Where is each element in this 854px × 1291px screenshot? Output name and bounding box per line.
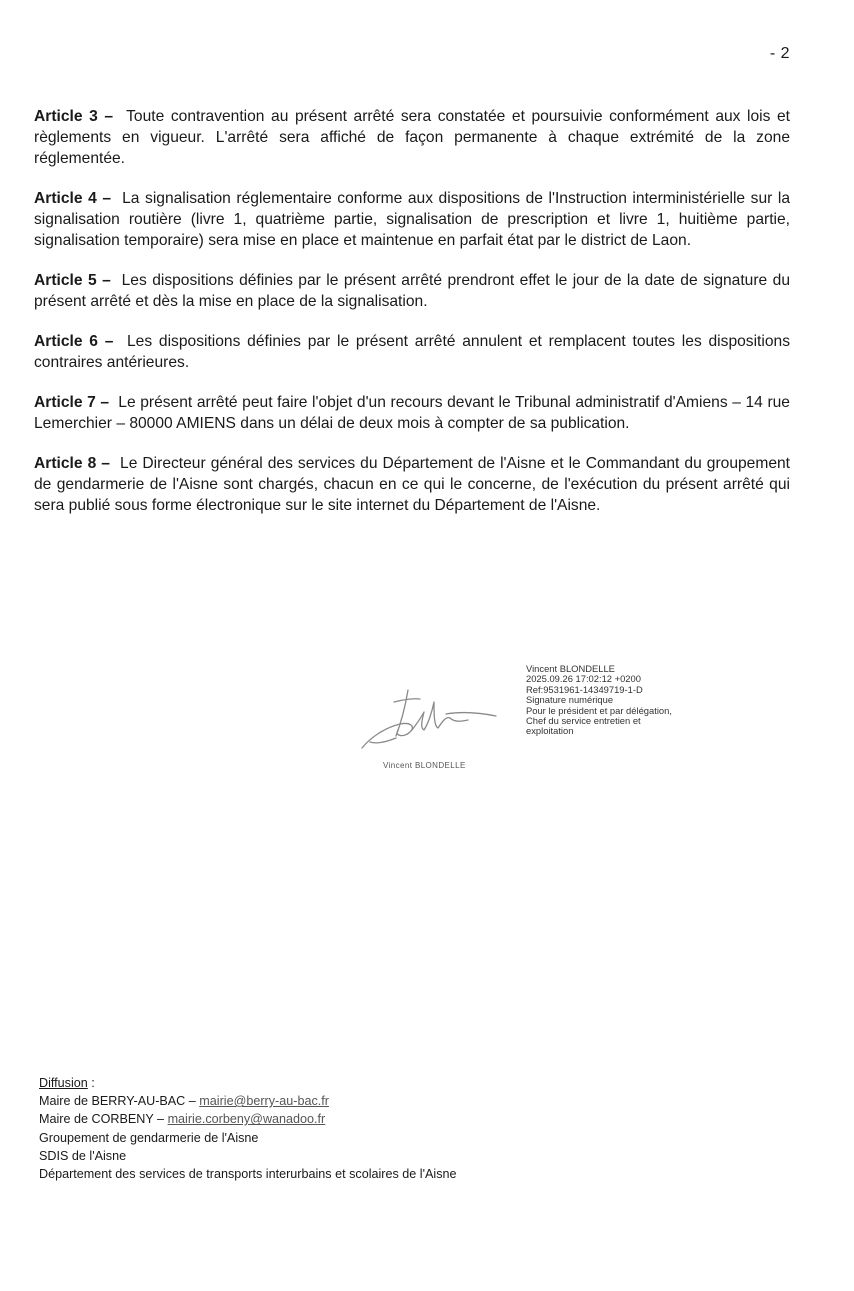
- diffusion-title-suffix: :: [87, 1076, 95, 1090]
- signature-name-caption: Vincent BLONDELLE: [383, 761, 466, 770]
- article-text: Les dispositions définies par le présent arrêté prendront effet le jour de la date de signature du présent arrêté et dès la mise en place de la signalisation.: [34, 272, 790, 310]
- recipient-name: Groupement de gendarmerie de l'Aisne: [39, 1130, 259, 1145]
- article-label: Article 4 –: [34, 190, 111, 207]
- signature-delegation: Pour le président et par délégation,: [526, 704, 672, 716]
- article-8: [34, 453, 790, 516]
- article-label: Article 7 –: [34, 394, 110, 411]
- article-text: Le présent arrêté peut faire l'objet d'un recours devant le Tribunal administratif d'Amiens – 14 rue Lemerchier – 80000 AMIENS dans un délai de deux mois à compter de sa publication.: [34, 394, 790, 432]
- article-text: La signalisation réglementaire conforme aux dispositions de l'Instruction interministérielle sur la signalisation routière (livre 1, quatrième partie, signalisation de prescription et livre 1, huitième partie, signalisation temporaire) sera mise en place et maintenue en parfait état par le district de Laon.: [34, 190, 791, 249]
- signature-timestamp: 2025.09.26 17:02:12 +0200: [526, 673, 641, 685]
- article-5: [34, 270, 790, 312]
- recipient-name: Maire de BERRY-AU-BAC –: [39, 1094, 200, 1109]
- recipient-email-link[interactable]: mairie.corbeny@wanadoo.fr: [167, 1112, 326, 1127]
- article-label: Article 6 –: [34, 333, 114, 350]
- recipient-name: SDIS de l'Aisne: [39, 1148, 127, 1163]
- diffusion-recipient: [39, 1092, 739, 1110]
- diffusion-heading: [39, 1074, 739, 1092]
- signature-role-line-2: exploitation: [526, 725, 574, 737]
- diffusion-list: [39, 1074, 739, 1183]
- article-text: Les dispositions définies par le présent arrêté annulent et remplacent toutes les dispositions contraires antérieures.: [34, 333, 790, 371]
- article-label: Article 3 –: [34, 108, 114, 125]
- signature-area: [350, 662, 770, 782]
- recipient-name: Département des services de transports interurbains et scolaires de l'Aisne: [39, 1167, 457, 1182]
- diffusion-recipient: [39, 1147, 739, 1165]
- digital-signature-block: [526, 664, 766, 737]
- article-3: [34, 106, 790, 169]
- article-7: [34, 392, 790, 434]
- signature-reference: Ref:9531961-14349719-1-D: [526, 683, 643, 695]
- handwritten-signature-image: [350, 672, 510, 752]
- diffusion-recipient: [39, 1165, 739, 1183]
- articles-section: [34, 106, 790, 535]
- article-4: [34, 188, 790, 251]
- diffusion-recipient: [39, 1129, 739, 1147]
- signature-type: Signature numérique: [526, 694, 614, 706]
- article-6: [34, 331, 790, 373]
- recipient-name: Maire de CORBENY –: [39, 1112, 168, 1127]
- article-label: Article 8 –: [34, 455, 110, 472]
- article-text: Toute contravention au présent arrêté sera constatée et poursuivie conformément aux lois et règlements en vigueur. L'arrêté sera affiché de façon permanente à chaque extrémité de la zone réglementée.: [34, 108, 790, 167]
- signature-role-line-1: Chef du service entretien et: [526, 715, 641, 727]
- diffusion-title: Diffusion: [39, 1076, 88, 1090]
- signature-name: Vincent BLONDELLE: [526, 663, 615, 674]
- article-label: Article 5 –: [34, 272, 111, 289]
- recipient-email-link[interactable]: mairie@berry-au-bac.fr: [199, 1094, 329, 1109]
- page-number: - 2: [769, 45, 790, 62]
- article-text: Le Directeur général des services du Département de l'Aisne et le Commandant du groupement de gendarmerie de l'Aisne sont chargés, chacun en ce qui le concerne, de l'exécution du présent arrêté qui sera publié sous forme électronique sur le site internet du Département de l'Aisne.: [34, 455, 791, 514]
- diffusion-recipient: [39, 1110, 739, 1128]
